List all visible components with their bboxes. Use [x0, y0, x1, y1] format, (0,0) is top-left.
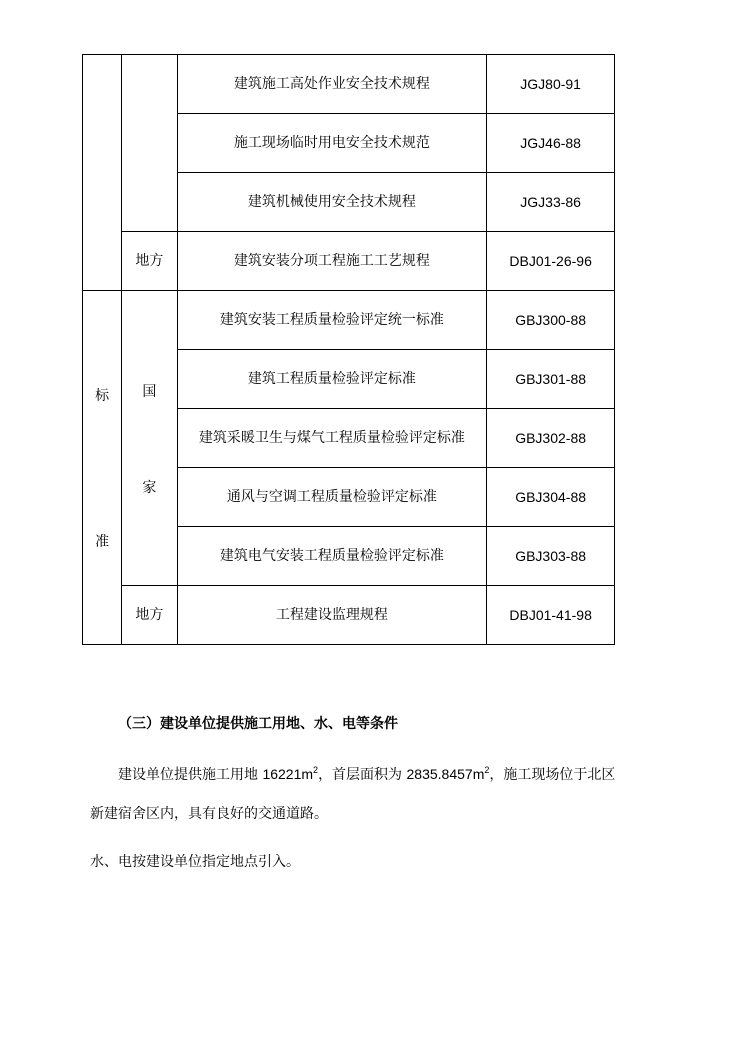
- standard-code: JGJ80-91: [487, 55, 615, 114]
- standard-code: GBJ303-88: [487, 527, 615, 586]
- level-local-label: 地方: [122, 586, 177, 645]
- site-area-value: 16221m: [262, 766, 314, 782]
- area-unit-superscript: 2: [484, 765, 490, 775]
- paragraph-text: 建设单位提供施工用地: [118, 767, 263, 783]
- level-national-cell: [122, 291, 177, 586]
- standard-code: JGJ46-88: [487, 114, 615, 173]
- paragraph-text: ，施工现场位于北区: [489, 767, 616, 783]
- standard-code: GBJ300-88: [487, 291, 615, 350]
- standard-name: 建筑电气安装工程质量检验评定标准: [177, 527, 487, 586]
- standard-name: 建筑采暖卫生与煤气工程质量检验评定标准: [177, 409, 487, 468]
- table-row: [83, 291, 615, 350]
- standard-name: 建筑安装工程质量检验评定统一标准: [177, 291, 487, 350]
- standard-name: 通风与空调工程质量检验评定标准: [177, 468, 487, 527]
- standard-code: DBJ01-41-98: [487, 586, 615, 645]
- level-char: 国: [142, 384, 157, 400]
- standards-table: [82, 54, 615, 645]
- floor-area-value: 2835.8457m: [406, 766, 485, 782]
- paragraph-utilities: 水、电按建设单位指定地点引入。: [90, 854, 300, 870]
- level-char: 家: [142, 480, 157, 496]
- category-cell-top: [83, 55, 122, 291]
- standard-name: 建筑安装分项工程施工工艺规程: [177, 232, 487, 291]
- level-local-label: 地方: [122, 232, 177, 291]
- standard-name: 建筑施工高处作业安全技术规程: [177, 55, 487, 114]
- section-heading: （三）建设单位提供施工用地、水、电等条件: [118, 716, 398, 732]
- standard-code: GBJ302-88: [487, 409, 615, 468]
- table-row: [83, 55, 615, 114]
- category-char: 准: [95, 534, 110, 550]
- standard-name: 工程建设监理规程: [177, 586, 487, 645]
- paragraph-location: 新建宿舍区内，具有良好的交通道路。: [90, 806, 328, 822]
- standard-code: GBJ301-88: [487, 350, 615, 409]
- standard-name: 建筑工程质量检验评定标准: [177, 350, 487, 409]
- paragraph-text: ，首层面积为: [318, 767, 407, 783]
- standard-name: 建筑机械使用安全技术规程: [177, 173, 487, 232]
- standard-code: GBJ304-88: [487, 468, 615, 527]
- table-row: [83, 232, 615, 291]
- standard-code: JGJ33-86: [487, 173, 615, 232]
- area-unit-superscript: 2: [313, 765, 319, 775]
- paragraph-site-area: [118, 764, 615, 784]
- category-char: 标: [95, 388, 110, 404]
- category-standard-cell: [83, 291, 122, 645]
- table-row: [83, 586, 615, 645]
- standard-code: DBJ01-26-96: [487, 232, 615, 291]
- standard-name: 施工现场临时用电安全技术规范: [177, 114, 487, 173]
- level-cell-top: [122, 55, 177, 232]
